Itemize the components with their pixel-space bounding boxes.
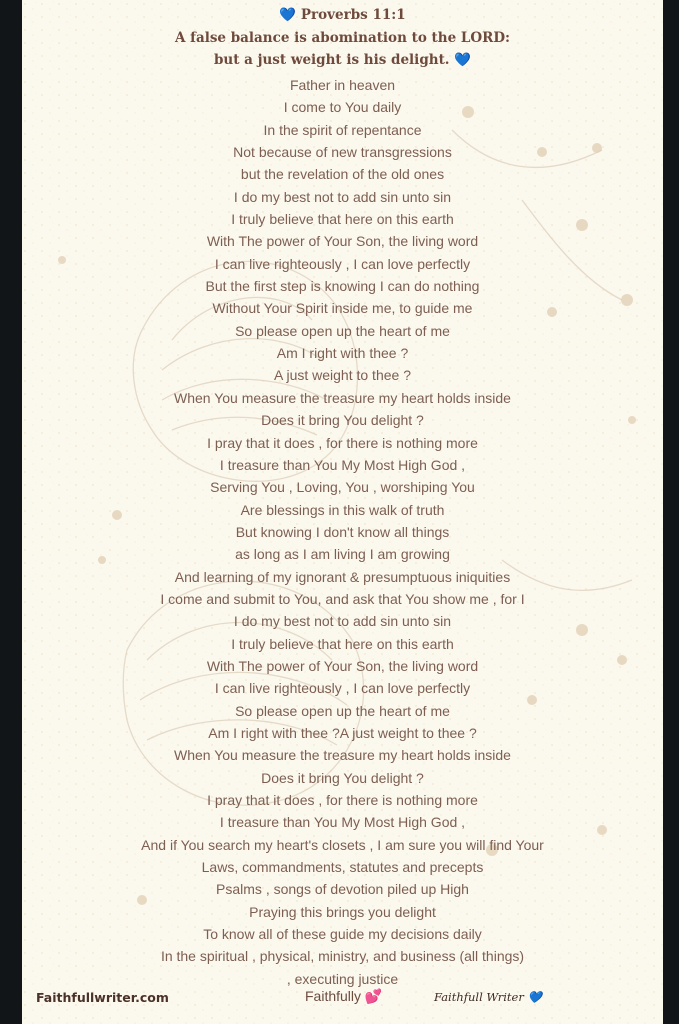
script-signature-text: Faithfull Writer <box>434 990 524 1004</box>
poem-line: With The power of Your Son, the living word <box>206 657 479 674</box>
poem-line: Am I right with thee ? <box>276 345 409 362</box>
poem-line: Psalms , songs of devotion piled up High <box>216 881 469 898</box>
poem-line: I can live righteously , I can love perfectly <box>214 680 471 697</box>
poem-line: I truly believe that here on this earth <box>231 635 454 652</box>
poem-line: Without Your Spirit inside me, to guide me <box>212 300 473 317</box>
poem-line: And learning of my ignorant & presumptuous iniquities <box>174 568 511 585</box>
poem-line: In the spiritual , physical, ministry, and business (all things) <box>160 948 525 965</box>
poem-line: Praying this brings you delight <box>249 903 436 920</box>
poem-line: I do my best not to add sin unto sin <box>233 613 452 630</box>
poem-line: And if You search my heart's closets , I am sure you will find Your <box>141 836 544 853</box>
poem-line: A just weight to thee ? <box>274 367 411 384</box>
poem-line: Does it bring You delight ? <box>261 769 424 786</box>
verse-line-2: but a just weight is his delight. <box>213 52 450 68</box>
signoff <box>305 988 382 1005</box>
poem-line: I pray that it does , for there is nothing more <box>207 792 478 808</box>
poem-line: When You measure the treasure my heart holds inside <box>174 389 511 406</box>
poem-line: But knowing I don't know all things <box>235 523 450 540</box>
poem-line: I come to You daily <box>283 99 402 116</box>
blue-heart-icon: 💙 <box>454 52 472 68</box>
verse-line-2-container <box>22 49 663 72</box>
poem-line: With The power of Your Son, the living word <box>206 233 479 250</box>
poem-line: I truly believe that here on this earth <box>231 211 454 228</box>
poem-line: So please open up the heart of me <box>235 702 450 719</box>
poem-body <box>22 74 663 990</box>
poem-line: Serving You , Loving, You , worshiping You <box>210 479 475 496</box>
script-signature <box>434 990 542 1004</box>
poem-line: In the spirit of repentance <box>263 121 422 138</box>
poem-line: To know all of these guide my decisions daily <box>203 926 482 943</box>
poem-line: Laws, commandments, statutes and precepts <box>201 859 484 876</box>
blue-heart-icon: 💙 <box>527 990 542 1004</box>
blue-heart-icon: 💙 <box>279 7 297 23</box>
website-watermark: Faithfullwriter.com <box>36 990 169 1005</box>
signoff-text: Faithfully <box>305 988 362 1004</box>
verse-line-1: A false balance is abomination to the LORD: <box>174 29 511 46</box>
poem-line: Are blessings in this walk of truth <box>240 501 445 518</box>
poem-page <box>22 0 663 1024</box>
poem-line: But the first step is knowing I can do nothing <box>205 278 480 295</box>
poem-line: I pray that it does , for there is nothing more <box>207 434 478 451</box>
poem-line: When You measure the treasure my heart holds inside <box>174 747 511 764</box>
poem-line: So please open up the heart of me <box>235 322 450 339</box>
pink-hearts-icon: 💕 <box>364 988 383 1004</box>
poem-line: but the revelation of the old ones <box>240 166 445 183</box>
scripture-header <box>22 4 663 72</box>
poem-line: I come and submit to You, and ask that You show me , for I <box>160 590 525 607</box>
poem-line: I treasure than You My Most High God , <box>219 456 466 473</box>
poem-line: Does it bring You delight ? <box>261 412 424 429</box>
poem-line: I treasure than You My Most High God , <box>219 814 466 831</box>
scripture-reference: Proverbs 11:1 <box>300 7 406 23</box>
poem-line: Not because of new transgressions <box>233 144 452 161</box>
poem-line: , executing justice <box>286 970 399 987</box>
poem-line: Am I right with thee ?A just weight to thee ? <box>208 724 477 741</box>
poem-line: Father in heaven <box>289 77 396 93</box>
scripture-reference-line <box>22 4 663 27</box>
poem-line: as long as I am living I am growing <box>235 546 450 563</box>
poem-line: I can live righteously , I can love perfectly <box>214 255 471 272</box>
poem-line: I do my best not to add sin unto sin <box>233 188 452 205</box>
